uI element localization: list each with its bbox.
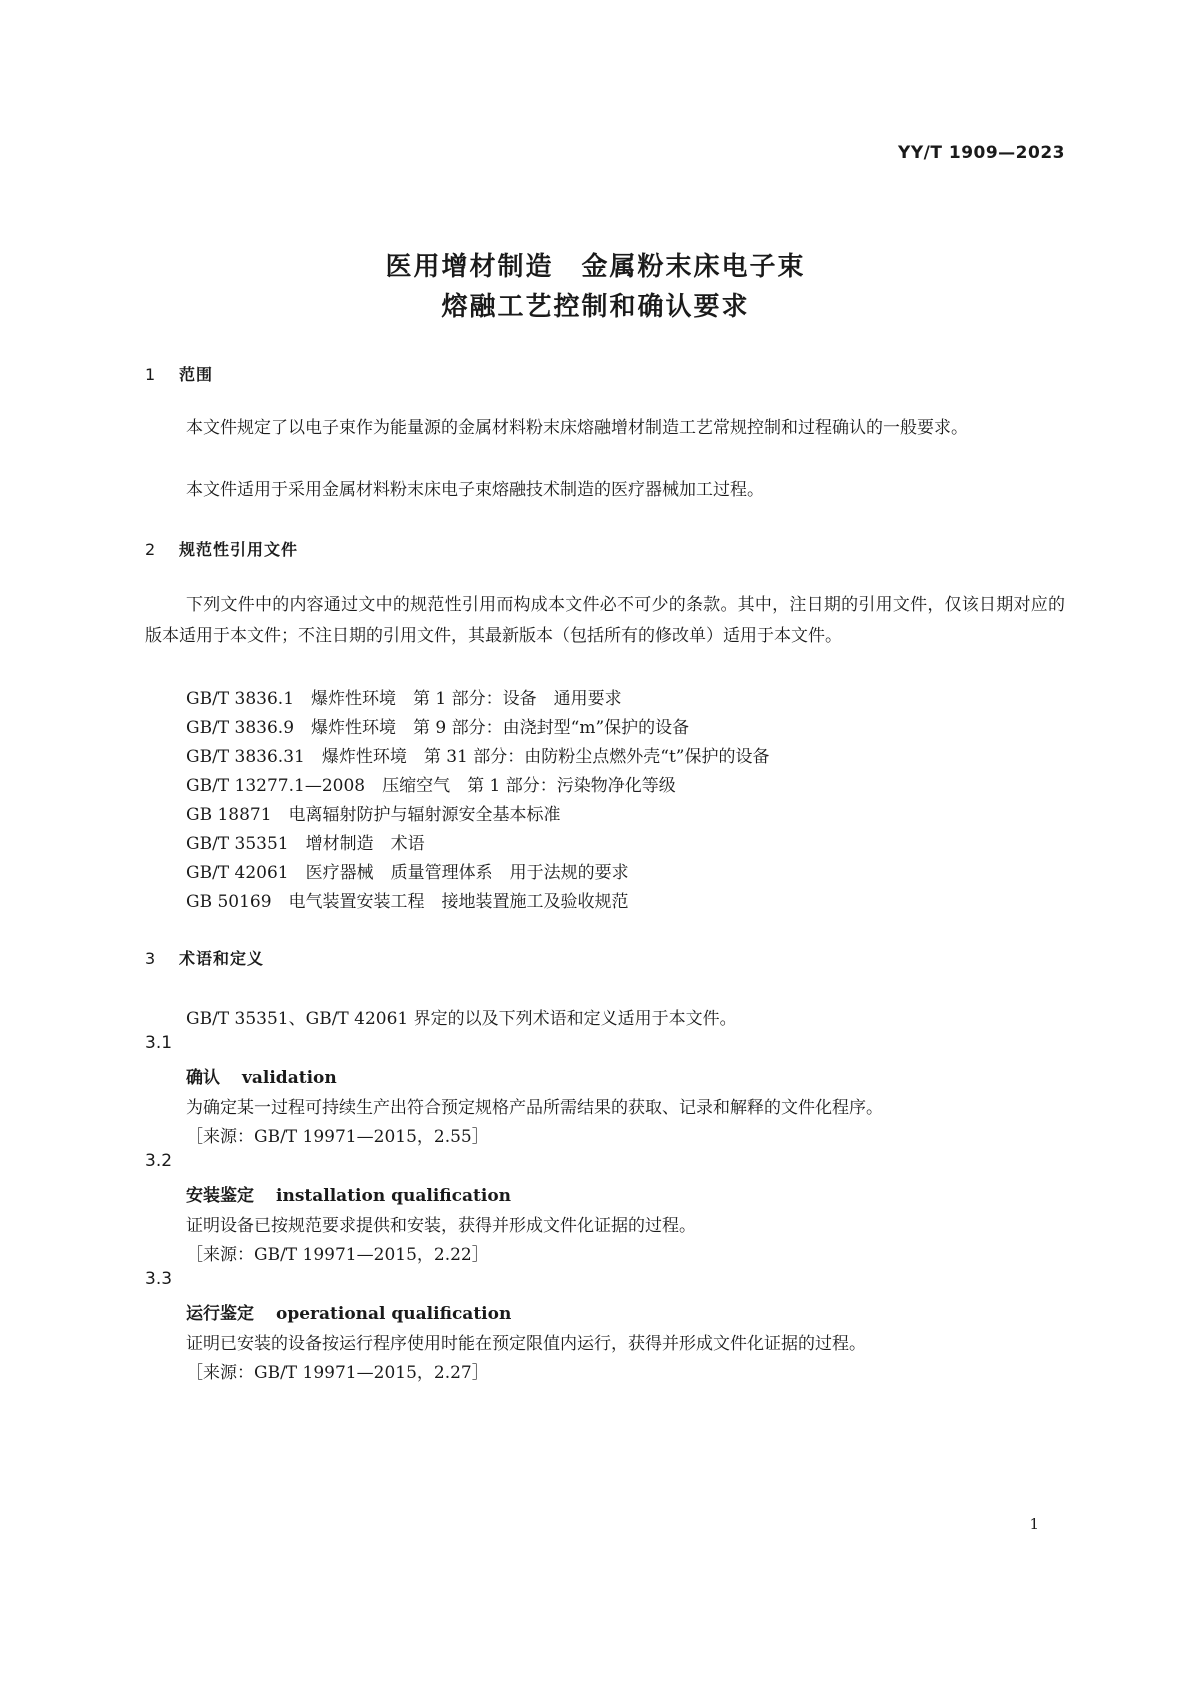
term-source: ［来源：GB/T 19971—2015，2.55］ bbox=[186, 1127, 489, 1147]
reference-item: GB/T 42061 医疗器械 质量管理体系 用于法规的要求 bbox=[186, 863, 629, 883]
term-en: installation qualification bbox=[276, 1186, 512, 1206]
term-definition: 证明设备已按规范要求提供和安装，获得并形成文件化证据的过程。 bbox=[186, 1216, 696, 1236]
term-zh: 确认 bbox=[186, 1068, 220, 1088]
term-number: 3.2 bbox=[145, 1151, 173, 1171]
document-title-line-2: 熔融工艺控制和确认要求 bbox=[441, 292, 750, 322]
scope-paragraph-2: 本文件适用于采用金属材料粉末床电子束熔融技术制造的医疗器械加工过程。 bbox=[186, 480, 764, 500]
term-heading bbox=[186, 1063, 337, 1088]
reference-item: GB/T 3836.9 爆炸性环境 第 9 部分：由浇封型“m”保护的设备 bbox=[186, 718, 690, 738]
page-number: 1 bbox=[1029, 1515, 1039, 1533]
references-intro: 下列文件中的内容通过文中的规范性引用而构成本文件必不可少的条款。其中，注日期的引用文件，仅该日期对应的版本适用于本文件；不注日期的引用文件，其最新版本（包括所有的修改单）适用于本文件。 bbox=[145, 595, 1065, 646]
section-1-heading bbox=[145, 362, 213, 385]
term-source: ［来源：GB/T 19971—2015，2.22］ bbox=[186, 1245, 489, 1265]
standard-number: YY/T 1909—2023 bbox=[898, 143, 1065, 163]
term-zh: 安装鉴定 bbox=[186, 1186, 254, 1206]
reference-item: GB/T 3836.31 爆炸性环境 第 31 部分：由防粉尘点燃外壳“t”保护的设备 bbox=[186, 747, 770, 767]
term-heading bbox=[186, 1299, 511, 1324]
document-title-line-1: 医用增材制造 金属粉末床电子束 bbox=[385, 252, 806, 282]
section-title: 术语和定义 bbox=[179, 949, 265, 968]
term-definition: 证明已安装的设备按运行程序使用时能在预定限值内运行，获得并形成文件化证据的过程。 bbox=[186, 1334, 866, 1354]
scope-paragraph-1: 本文件规定了以电子束作为能量源的金属材料粉末床熔融增材制造工艺常规控制和过程确认的一般要求。 bbox=[186, 418, 968, 438]
term-number: 3.1 bbox=[145, 1033, 173, 1053]
section-2-heading bbox=[145, 537, 298, 560]
term-zh: 运行鉴定 bbox=[186, 1304, 254, 1324]
section-title: 规范性引用文件 bbox=[179, 540, 299, 559]
section-number: 1 bbox=[145, 365, 157, 384]
section-number: 2 bbox=[145, 540, 157, 559]
reference-item: GB 50169 电气装置安装工程 接地装置施工及验收规范 bbox=[186, 892, 629, 912]
section-title: 范围 bbox=[179, 365, 214, 384]
term-heading bbox=[186, 1181, 511, 1206]
term-source: ［来源：GB/T 19971—2015，2.27］ bbox=[186, 1363, 489, 1383]
reference-item: GB/T 35351 增材制造 术语 bbox=[186, 834, 425, 854]
reference-item: GB 18871 电离辐射防护与辐射源安全基本标准 bbox=[186, 805, 561, 825]
terms-intro: GB/T 35351、GB/T 42061 界定的以及下列术语和定义适用于本文件。 bbox=[186, 1009, 737, 1029]
term-number: 3.3 bbox=[145, 1269, 173, 1289]
reference-item: GB/T 13277.1—2008 压缩空气 第 1 部分：污染物净化等级 bbox=[186, 776, 676, 796]
reference-item: GB/T 3836.1 爆炸性环境 第 1 部分：设备 通用要求 bbox=[186, 689, 622, 709]
section-3-heading bbox=[145, 946, 264, 969]
section-number: 3 bbox=[145, 949, 157, 968]
term-en: operational qualification bbox=[276, 1304, 512, 1324]
term-definition: 为确定某一过程可持续生产出符合预定规格产品所需结果的获取、记录和解释的文件化程序。 bbox=[186, 1098, 883, 1118]
term-en: validation bbox=[242, 1068, 337, 1088]
